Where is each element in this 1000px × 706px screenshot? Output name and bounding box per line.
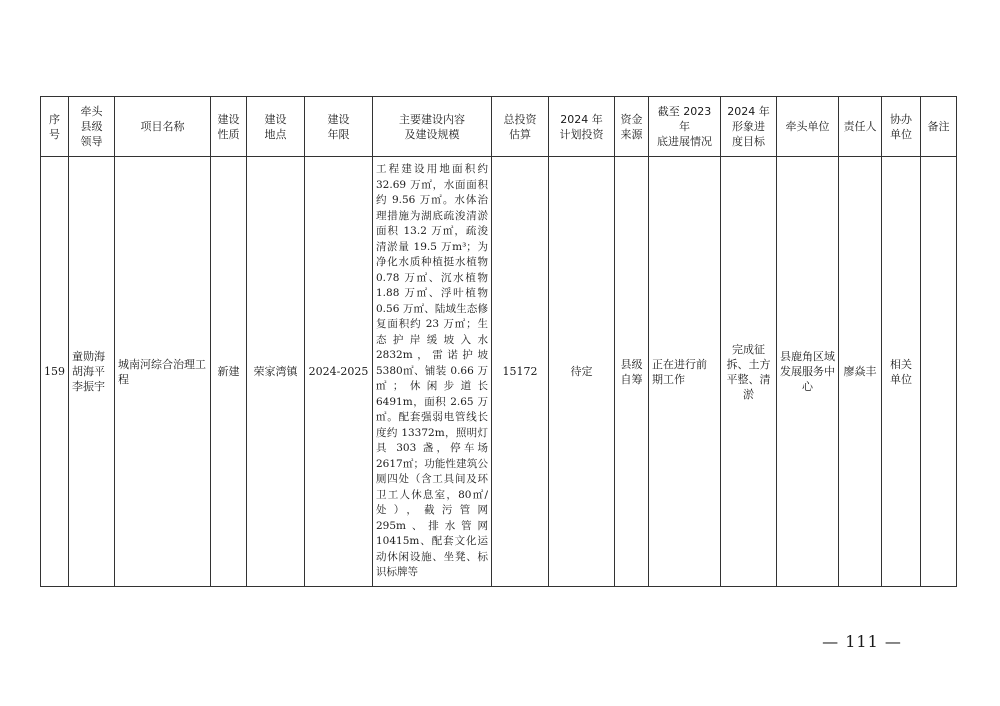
header-responsible: 责任人 — [839, 97, 882, 157]
cell-target-2024: 完成征拆、土方平整、清淤 — [721, 157, 777, 587]
cell-progress-2023: 正在进行前期工作 — [649, 157, 721, 587]
header-total-investment: 总投资 估算 — [492, 97, 549, 157]
header-project-name: 项目名称 — [115, 97, 211, 157]
header-target-2024: 2024 年 形象进 度目标 — [721, 97, 777, 157]
cell-location: 荣家湾镇 — [247, 157, 305, 587]
cell-total-investment: 15172 — [492, 157, 549, 587]
cell-fund-source: 县级自筹 — [615, 157, 649, 587]
header-location: 建设 地点 — [247, 97, 305, 157]
header-seq: 序 号 — [41, 97, 69, 157]
header-period: 建设 年限 — [305, 97, 373, 157]
header-lead-unit: 牵头单位 — [777, 97, 839, 157]
header-remark: 备注 — [921, 97, 957, 157]
cell-responsible: 廖焱丰 — [839, 157, 882, 587]
cell-nature: 新建 — [211, 157, 247, 587]
header-assist-unit: 协办 单位 — [882, 97, 921, 157]
cell-period: 2024-2025 — [305, 157, 373, 587]
cell-content: 工程建设用地面积约 32.69 万㎡，水面面积约 9.56 万㎡。水体治理措施为湖底疏浚清淤面积 13.2 万㎡，疏浚清淤量 19.5 万m³；为净化水质种植挺水植物 0.78 万㎡、沉水植物 1.88 万㎡、浮叶植物 0.56 万㎡、陆域生态修复面积约 23 万㎡；生态护岸缓坡入水 2832m，雷诺护坡 5380㎡、铺装 0.66 万㎡；休闲步道长 6491m，面积 2.65 万㎡。配套强弱电管线长度约 13372m，照明灯具 303 盏，停车场 2617㎡；功能性建筑公厕四处（含工具间及环卫工人休息室，80㎡/处），截污管网 295m、排水管网 10415m、配套文化运动休闲设施、坐凳、标识标牌等 — [373, 157, 492, 587]
cell-seq: 159 — [41, 157, 69, 587]
header-progress-2023: 截至 2023 年 底进展情况 — [649, 97, 721, 157]
header-leaders: 牵头 县级 领导 — [69, 97, 115, 157]
cell-assist-unit: 相关单位 — [882, 157, 921, 587]
cell-leaders: 童勋海胡海平李振宇 — [69, 157, 115, 587]
header-plan-2024: 2024 年 计划投资 — [549, 97, 615, 157]
cell-plan-2024: 待定 — [549, 157, 615, 587]
header-fund-source: 资金 来源 — [615, 97, 649, 157]
cell-project-name: 城南河综合治理工程 — [115, 157, 211, 587]
header-content: 主要建设内容 及建设规模 — [373, 97, 492, 157]
cell-lead-unit: 县鹿角区域发展服务中心 — [777, 157, 839, 587]
page-number: — 111 — — [822, 632, 902, 651]
header-nature: 建设 性质 — [211, 97, 247, 157]
table-row — [41, 157, 957, 587]
cell-remark — [921, 157, 957, 587]
project-table — [40, 96, 957, 587]
header-row — [41, 97, 957, 157]
